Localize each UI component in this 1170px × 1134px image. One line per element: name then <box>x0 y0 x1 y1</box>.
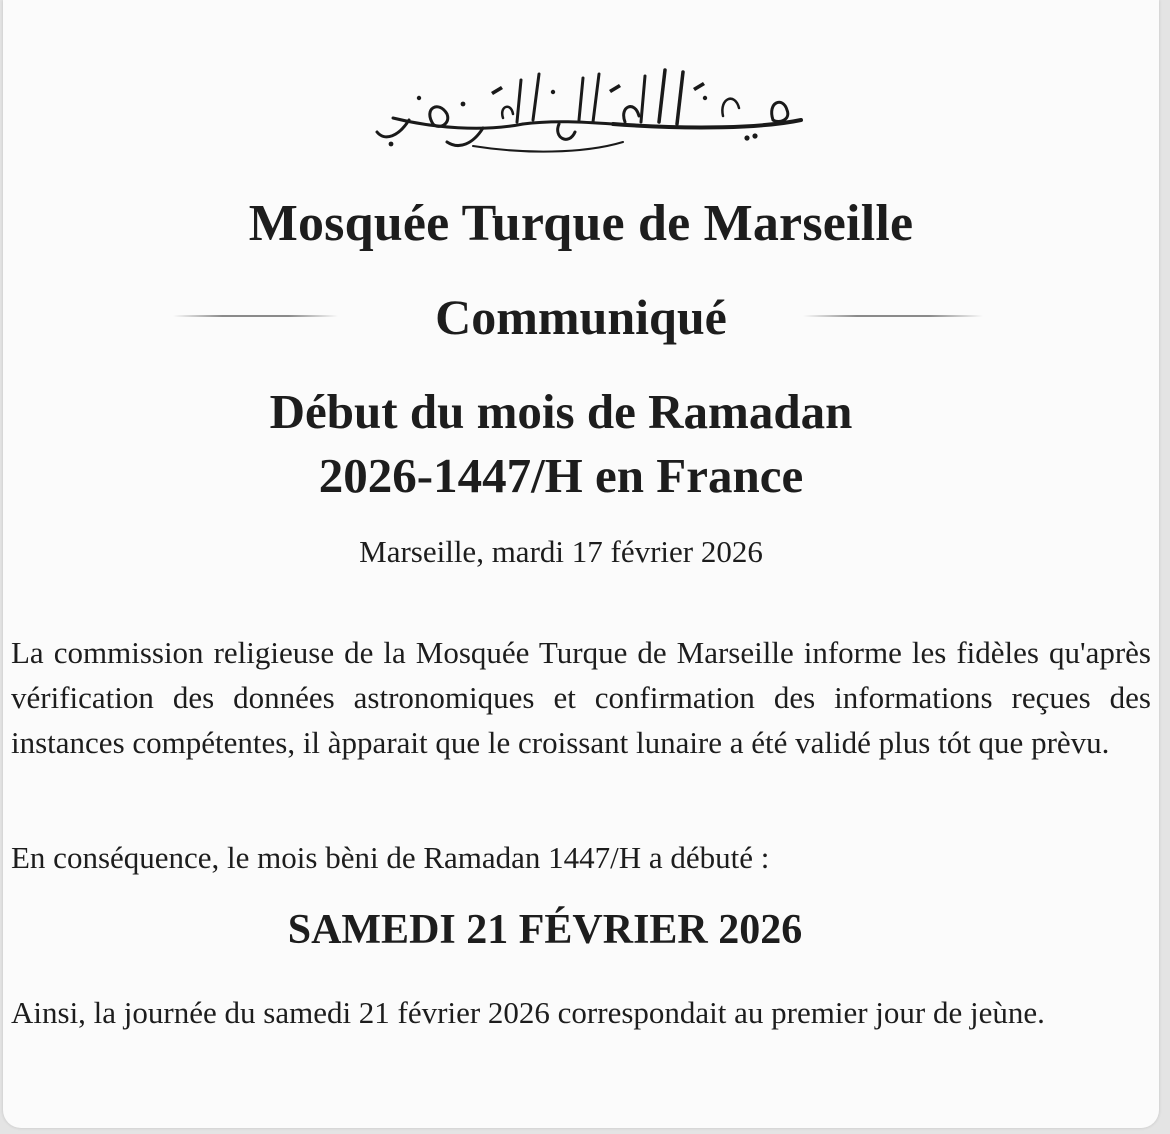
right-divider <box>803 315 983 317</box>
document-page <box>3 0 1159 1128</box>
paragraph-consequence: En conséquence, le mois bèni de Ramadan 1447/H a débuté : <box>11 840 770 875</box>
headline-line-2: 2026-1447/H en France <box>318 448 804 503</box>
start-date-announcement: SAMEDI 21 FÉVRIER 2026 <box>287 907 803 953</box>
organization-name: Mosquée Turque de Marseille <box>248 195 914 252</box>
headline-line-1: Début du mois de Ramadan <box>269 384 853 439</box>
paragraph-conclusion: Ainsi, la journée du samedi 21 février 2026 correspondait au premier jour de jeùne. <box>11 995 1045 1030</box>
headline <box>3 380 1119 508</box>
paragraph-announcement-context: La commission religieuse de la Mosquée Turque de Marseille informe les fidèles qu'après vérification des données astronomiques et confirmation des informations reçues des instances compétentes, il àpparait que le croissant lunaire a été validé plus tót que prèvu. <box>11 635 1151 760</box>
document-type: Communiqué <box>435 289 727 345</box>
basmala-calligraphy <box>363 58 813 158</box>
communique-header <box>3 282 1159 352</box>
dateline: Marseille, mardi 17 février 2026 <box>359 534 763 569</box>
